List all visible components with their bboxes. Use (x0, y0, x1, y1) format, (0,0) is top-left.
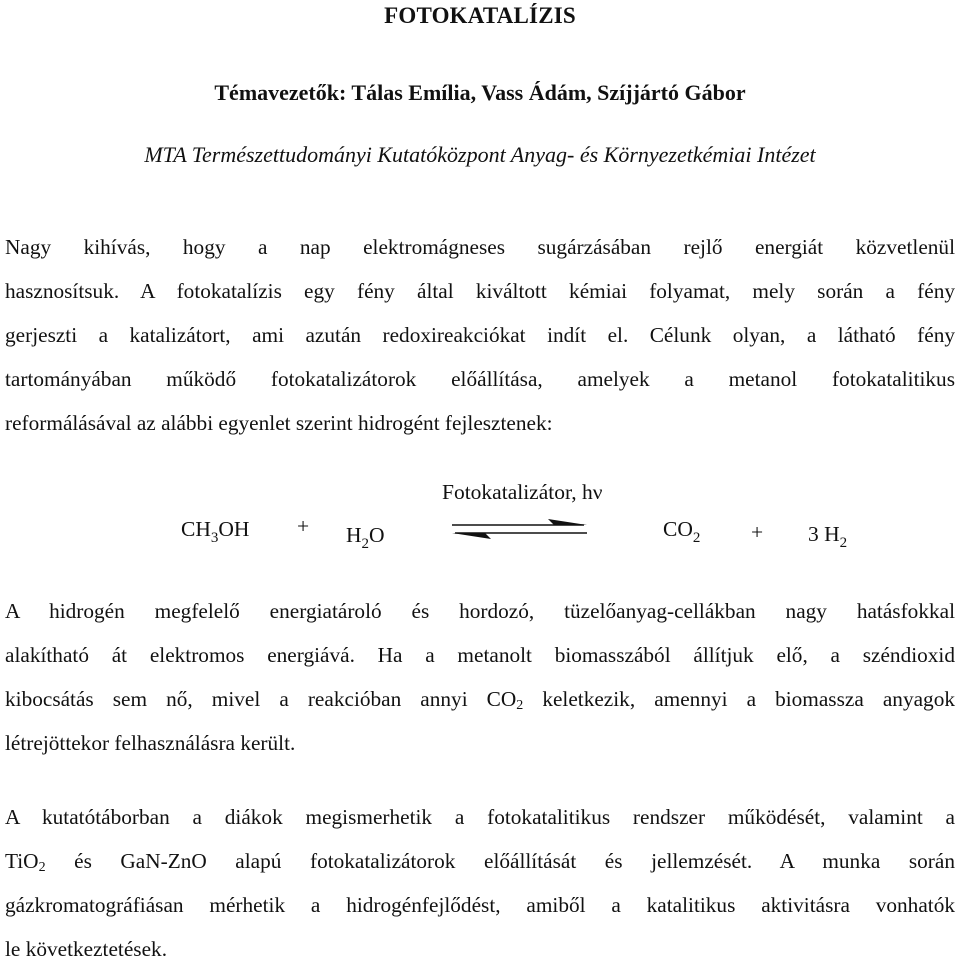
institute-line: MTA Természettudományi Kutatóközpont Anyag- és Környezetkémiai Intézet (144, 142, 816, 167)
paragraph-line: létrejöttekor felhasználásra került. (5, 731, 296, 755)
formula-main: CH (181, 517, 211, 541)
paragraph-line: tartományában működő fotokatalizátorok előállítása, amelyek a metanol fotokatalitikus (5, 367, 955, 391)
formula-subscript: 2 (38, 860, 46, 875)
paragraph-line: Nagy kihívás, hogy a nap elektromágneses sugárzásában rejlő energiát közvetlenül (5, 235, 955, 259)
paragraph-hydrogen (5, 589, 955, 765)
equation-plus-sign: + (751, 520, 764, 544)
formula-subscript: 3 (210, 530, 219, 546)
formula-subscript: 2 (516, 698, 524, 713)
paragraph-line (5, 839, 955, 883)
formula-tail: OH (218, 517, 250, 541)
equilibrium-arrows-icon (452, 514, 587, 544)
text-segment: TiO (5, 849, 39, 873)
paragraph-intro (5, 225, 955, 445)
formula-subscript: 2 (692, 530, 701, 546)
paragraph-line: A hidrogén megfelelő energiatároló és hordozó, tüzelőanyag-cellákban nagy hatásfokkal (5, 599, 955, 623)
paragraph-line: reformálásával az alábbi egyenlet szerint hidrogént fejlesztenek: (5, 411, 553, 435)
document-title: FOTOKATALÍZIS (384, 3, 576, 28)
paragraph-line: hasznosítsuk. A fotokatalízis egy fény által kiváltott kémiai folyamat, mely során a fény (5, 279, 955, 303)
formula-subscript: 2 (839, 535, 848, 551)
text-segment: és GaN-ZnO alapú fotokatalizátorok előállítását és jellemzését. A munka során (45, 849, 955, 873)
equation-reactant-methanol (181, 516, 250, 546)
paragraph-line: alakítható át elektromos energiává. Ha a metanolt biomasszából állítjuk elő, a széndioxid (5, 643, 955, 667)
supervisors-line: Témavezetők: Tálas Emília, Vass Ádám, Szíjjártó Gábor (214, 80, 746, 105)
formula-main: CO (663, 517, 693, 541)
paragraph-line (5, 677, 955, 721)
equation-reactant-water (346, 522, 385, 552)
equation-product-co2 (663, 516, 701, 546)
text-segment: keletkezik, amennyi a biomassza anyagok (523, 687, 955, 711)
paragraph-line: gázkromatográfiásan mérhetik a hidrogénfejlődést, amiből a katalitikus aktivitásra vonhatók (5, 893, 955, 917)
formula-tail: O (369, 523, 385, 547)
equation-catalyst-label: Fotokatalizátor, hν (442, 480, 603, 504)
formula-subscript: 2 (361, 536, 370, 552)
formula-main: 3 H (808, 522, 840, 546)
paragraph-camp (5, 795, 955, 971)
paragraph-line: gerjeszti a katalizátort, ami azután redoxireakciókat indít el. Célunk olyan, a látható fény (5, 323, 955, 347)
formula-main: H (346, 523, 362, 547)
paragraph-line: le következtetések. (5, 937, 168, 961)
paragraph-line: A kutatótáborban a diákok megismerhetik a fotokatalitikus rendszer működését, valamint a (5, 805, 955, 829)
text-segment: kibocsátás sem nő, mivel a reakcióban annyi CO (5, 687, 517, 711)
equation-plus-sign: + (297, 514, 310, 538)
equation-product-hydrogen (808, 521, 848, 551)
